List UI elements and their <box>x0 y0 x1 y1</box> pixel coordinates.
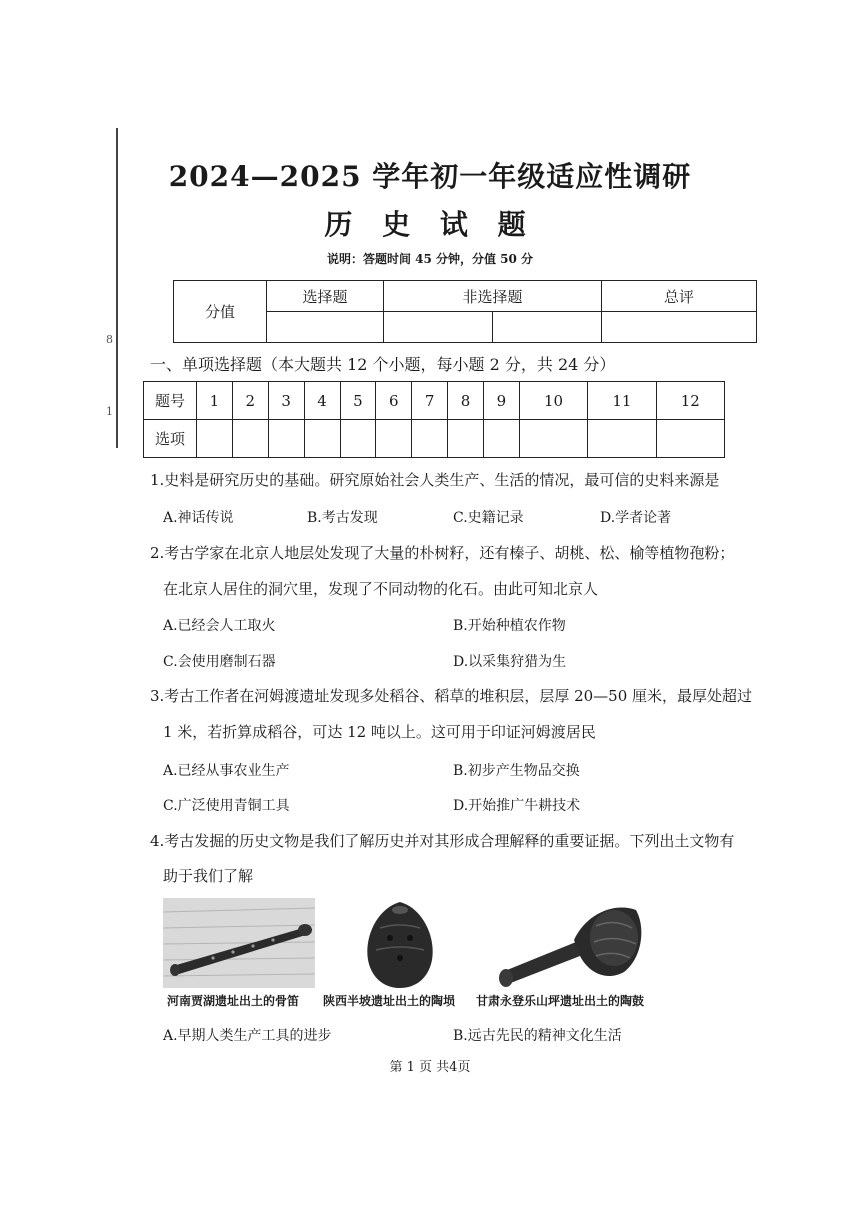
pottery-xun-icon <box>360 898 440 990</box>
question-2-option-a[interactable]: A.已经会人工取火 <box>163 618 276 634</box>
score-row-label: 分值 <box>174 281 267 343</box>
answer-number-11: 11 <box>588 382 656 420</box>
answer-cell-11[interactable] <box>588 420 656 458</box>
question-4-option-a[interactable]: A.早期人类生产工具的进步 <box>163 1028 332 1044</box>
answer-number-12: 12 <box>656 382 724 420</box>
answer-number-9: 9 <box>484 382 520 420</box>
section-heading: 一、单项选择题（本大题共 12 个小题，每小题 2 分，共 24 分） <box>150 355 616 374</box>
answer-cell-3[interactable] <box>268 420 304 458</box>
question-4-stem: 4.考古发掘的历史文物是我们了解历史并对其形成合理解释的重要证据。下列出土文物有 <box>150 832 735 850</box>
score-cell-total[interactable] <box>602 312 757 343</box>
answer-cell-12[interactable] <box>656 420 724 458</box>
answer-cell-10[interactable] <box>519 420 587 458</box>
pottery-drum-image <box>496 898 646 994</box>
question-3-stem-cont: 1 米，若折算成稻谷，可达 12 吨以上。这可用于印证河姆渡居民 <box>163 723 596 741</box>
question-2-option-b[interactable]: B.开始种植农作物 <box>453 618 566 634</box>
question-3-option-a[interactable]: A.已经从事农业生产 <box>163 763 290 779</box>
answer-number-4: 4 <box>304 382 340 420</box>
margin-mark: 8 <box>106 333 113 346</box>
answer-cell-2[interactable] <box>232 420 268 458</box>
answer-cell-4[interactable] <box>304 420 340 458</box>
answer-cell-6[interactable] <box>376 420 412 458</box>
score-cell-nonchoice-1[interactable] <box>384 312 493 343</box>
bone-flute-icon <box>163 898 315 988</box>
question-1-stem: 1.史料是研究历史的基础。研究原始社会人类生产、生活的情况，最可信的史料来源是 <box>150 471 720 489</box>
artifact-caption-1: 河南贾湖遗址出土的骨笛 <box>167 994 300 1008</box>
question-2-option-c[interactable]: C.会使用磨制石器 <box>163 654 276 670</box>
score-header-nonchoice: 非选择题 <box>384 281 602 312</box>
artifact-caption-2: 陕西半坡遗址出土的陶埙 <box>323 994 456 1008</box>
question-3-option-c[interactable]: C.广泛使用青铜工具 <box>163 798 290 814</box>
answer-cell-8[interactable] <box>448 420 484 458</box>
answer-number-5: 5 <box>340 382 376 420</box>
score-cell-choice[interactable] <box>267 312 384 343</box>
answer-number-3: 3 <box>268 382 304 420</box>
bone-flute-image <box>163 898 315 992</box>
question-2-option-d[interactable]: D.以采集狩猎为生 <box>453 654 567 670</box>
pottery-xun-image <box>360 898 440 994</box>
question-4-option-b[interactable]: B.远古先民的精神文化生活 <box>453 1028 622 1044</box>
answer-number-2: 2 <box>232 382 268 420</box>
answer-number-8: 8 <box>448 382 484 420</box>
answer-cell-7[interactable] <box>412 420 448 458</box>
question-1-option-c[interactable]: C.史籍记录 <box>453 510 524 526</box>
question-3-stem: 3.考古工作者在河姆渡遗址发现多处稻谷、稻草的堆积层，层厚 20—50 厘米，最厚处超过 <box>150 687 753 705</box>
answer-cell-5[interactable] <box>340 420 376 458</box>
question-2-stem: 2.考古学家在北京人地层处发现了大量的朴树籽，还有榛子、胡桃、松、榆等植物孢粉； <box>150 544 735 562</box>
page-footer: 第 1 页 共4页 <box>389 1060 471 1075</box>
score-header-total: 总评 <box>602 281 757 312</box>
question-2-stem-cont: 在北京人居住的洞穴里，发现了不同动物的化石。由此可知北京人 <box>163 580 599 598</box>
question-4-stem-cont: 助于我们了解 <box>163 867 254 885</box>
question-3-option-b[interactable]: B.初步产生物品交换 <box>453 763 580 779</box>
exam-subject-title: 历 史 试 题 <box>324 208 536 241</box>
artifact-caption-3: 甘肃永登乐山坪遗址出土的陶鼓 <box>476 994 645 1008</box>
exam-instructions: 说明：答题时间 45 分钟，分值 50 分 <box>326 252 534 266</box>
score-table <box>173 280 757 343</box>
pottery-drum-icon <box>496 898 646 990</box>
question-1-option-a[interactable]: A.神话传说 <box>163 510 234 526</box>
margin-mark: 1 <box>106 405 113 418</box>
answer-row-label: 选项 <box>144 420 197 458</box>
answer-number-1: 1 <box>197 382 233 420</box>
score-header-choice: 选择题 <box>267 281 384 312</box>
score-cell-nonchoice-2[interactable] <box>493 312 602 343</box>
page-title: 2024—2025 学年初一年级适应性调研 <box>168 160 692 193</box>
answer-table <box>143 381 725 458</box>
answer-number-6: 6 <box>376 382 412 420</box>
answer-number-7: 7 <box>412 382 448 420</box>
answer-cell-1[interactable] <box>197 420 233 458</box>
question-1-option-d[interactable]: D.学者论著 <box>600 510 672 526</box>
answer-number-10: 10 <box>519 382 587 420</box>
question-3-option-d[interactable]: D.开始推广牛耕技术 <box>453 798 581 814</box>
question-1-option-b[interactable]: B.考古发现 <box>307 510 378 526</box>
answer-cell-9[interactable] <box>484 420 520 458</box>
answer-row-label: 题号 <box>144 382 197 420</box>
